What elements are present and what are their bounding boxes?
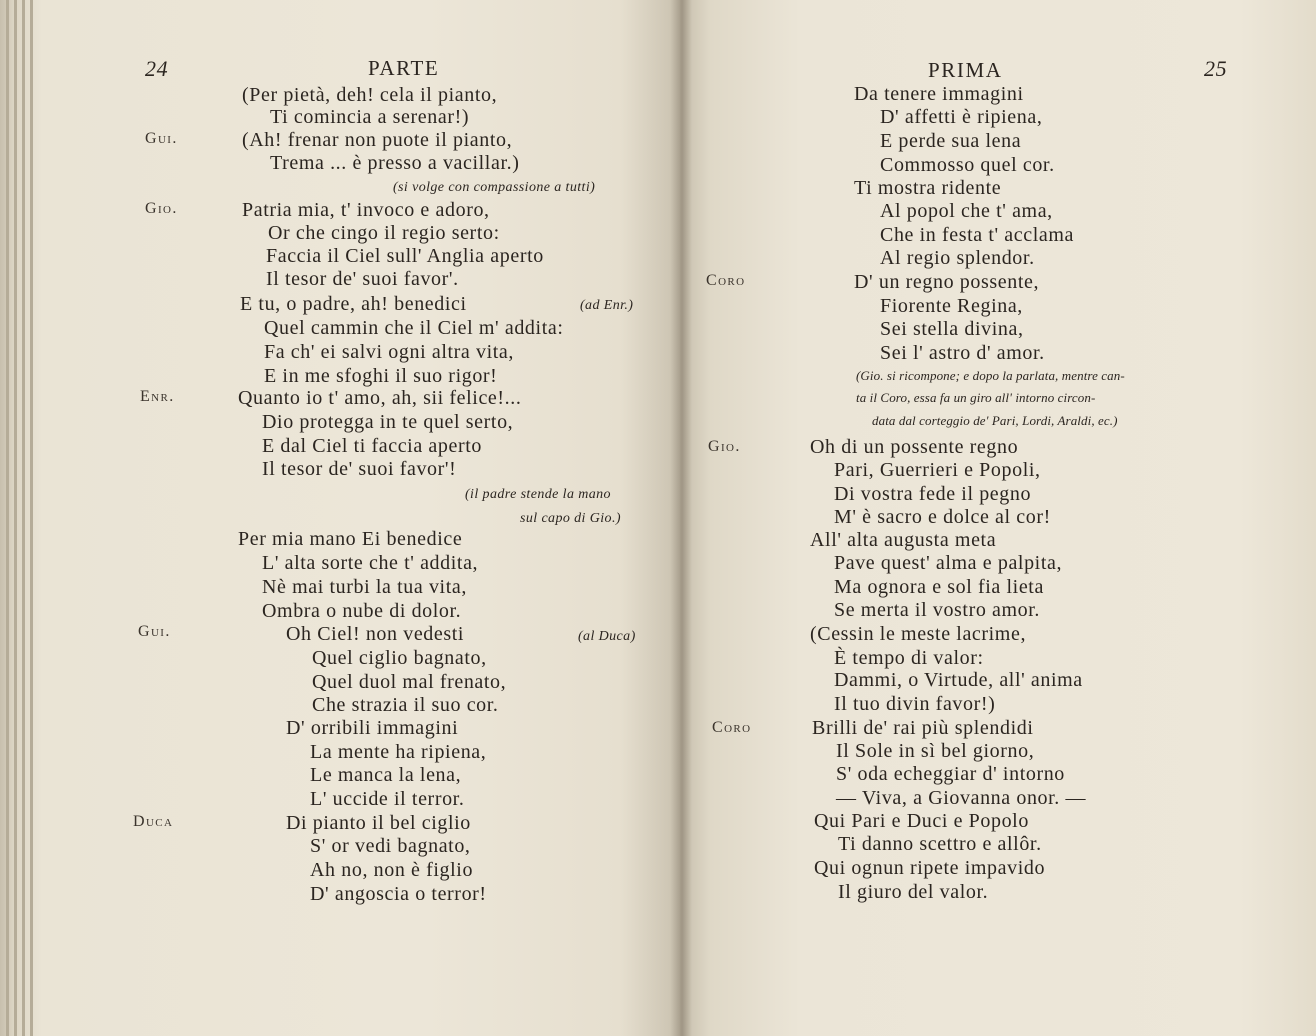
verse-line: Il tesor de' suoi favor'. — [266, 268, 459, 290]
right-page — [680, 0, 1316, 1036]
page-edge — [22, 0, 25, 1036]
verse-line: E in me sfoghi il suo rigor! — [264, 365, 498, 387]
verse-line: Faccia il Ciel sull' Anglia aperto — [266, 245, 544, 267]
verse-line: Brilli de' rai più splendidi — [812, 717, 1034, 739]
verse-line: S' or vedi bagnato, — [310, 835, 471, 857]
verse-line: Ti danno scettro e allôr. — [838, 833, 1042, 855]
verse-line: Ah no, non è figlio — [310, 859, 474, 881]
verse-line: Trema ... è presso a vacillar.) — [270, 152, 520, 174]
verse-line: Oh di un possente regno — [810, 436, 1019, 458]
verse-line: D' orribili immagini — [286, 717, 459, 739]
speaker-label: Duca — [133, 813, 174, 830]
verse-line: Da tenere immagini — [854, 83, 1024, 105]
verse-line: D' angoscia o terror! — [310, 883, 487, 905]
stage-direction: ta il Coro, essa fa un giro all' intorno circon- — [856, 390, 1096, 405]
verse-line: Il tesor de' suoi favor'! — [262, 458, 457, 480]
verse-line: Ti mostra ridente — [854, 177, 1002, 199]
verse-line: All' alta augusta meta — [810, 529, 997, 551]
verse-line: Il tuo divin favor!) — [834, 693, 996, 715]
verse-line: (Per pietà, deh! cela il pianto, — [242, 84, 498, 106]
stage-direction: (ad Enr.) — [580, 298, 634, 313]
verse-line: Che in festa t' acclama — [880, 224, 1074, 246]
speaker-label: Gio. — [145, 200, 178, 217]
verse-line: — Viva, a Giovanna onor. — — [836, 787, 1087, 809]
verse-line: Al regio splendor. — [880, 247, 1035, 269]
verse-line: L' alta sorte che t' addita, — [262, 552, 479, 574]
speaker-label: Gui. — [145, 130, 178, 147]
verse-line: Quel duol mal frenato, — [312, 671, 507, 693]
speaker-label: Enr. — [140, 388, 175, 405]
page-edge — [6, 0, 9, 1036]
page-number: 25 — [1204, 56, 1228, 81]
speaker-label: Gui. — [138, 623, 171, 640]
verse-line: Le manca la lena, — [310, 764, 462, 786]
verse-line: Ma ognora e sol fia lieta — [834, 576, 1044, 598]
verse-line: Qui ognun ripete impavido — [814, 857, 1046, 879]
verse-line: L' uccide il terror. — [310, 788, 465, 810]
verse-line: Il Sole in sì bel giorno, — [836, 740, 1035, 762]
stage-direction: (Gio. si ricompone; e dopo la parlata, mentre can- — [856, 368, 1125, 383]
verse-line: Oh Ciel! non vedesti — [286, 623, 465, 645]
verse-line: D' un regno possente, — [854, 271, 1040, 293]
verse-line: Sei stella divina, — [880, 318, 1024, 340]
stage-direction: (il padre stende la mano — [465, 487, 611, 502]
page-edge — [14, 0, 17, 1036]
verse-line: Pari, Guerrieri e Popoli, — [834, 459, 1041, 481]
verse-line: Fiorente Regina, — [880, 295, 1023, 317]
verse-line: Il giuro del valor. — [838, 881, 989, 903]
verse-line: Dammi, o Virtude, all' anima — [834, 669, 1083, 691]
verse-line: Se merta il vostro amor. — [834, 599, 1041, 621]
verse-line: S' oda echeggiar d' intorno — [836, 763, 1065, 785]
page-number: 24 — [145, 56, 169, 81]
verse-line: Dio protegga in te quel serto, — [262, 411, 514, 433]
stage-direction: (al Duca) — [578, 629, 636, 644]
verse-line: Pave quest' alma e palpita, — [834, 552, 1063, 574]
verse-line: Fa ch' ei salvi ogni altra vita, — [264, 341, 514, 363]
verse-line: Ti comincia a serenar!) — [270, 106, 470, 128]
verse-line: Commosso quel cor. — [880, 154, 1055, 176]
verse-line: Di vostra fede il pegno — [834, 483, 1032, 505]
page-edge — [30, 0, 33, 1036]
verse-line: Che strazia il suo cor. — [312, 694, 499, 716]
verse-line: (Cessin le meste lacrime, — [810, 623, 1027, 645]
verse-line: E dal Ciel ti faccia aperto — [262, 435, 482, 457]
verse-line: D' affetti è ripiena, — [880, 106, 1043, 128]
running-head: PARTE — [368, 56, 440, 80]
book-gutter — [670, 0, 692, 1036]
verse-line: Patria mia, t' invoco e adoro, — [242, 199, 490, 221]
verse-line: (Ah! frenar non puote il pianto, — [242, 129, 513, 151]
stage-direction: (si volge con compassione a tutti) — [393, 180, 596, 195]
verse-line: Or che cingo il regio serto: — [268, 222, 500, 244]
stage-direction: data dal corteggio de' Pari, Lordi, Araldi, ec.) — [872, 413, 1118, 428]
verse-line: Al popol che t' ama, — [880, 200, 1053, 222]
verse-line: Ombra o nube di dolor. — [262, 600, 462, 622]
speaker-label: Gio. — [708, 438, 741, 455]
verse-line: La mente ha ripiena, — [310, 741, 487, 763]
stage-direction: sul capo di Gio.) — [520, 511, 621, 526]
verse-line: E tu, o padre, ah! benedici — [240, 293, 467, 315]
verse-line: Per mia mano Ei benedice — [238, 528, 463, 550]
verse-line: È tempo di valor: — [834, 647, 984, 669]
verse-line: M' è sacro e dolce al cor! — [834, 506, 1051, 528]
verse-line: Qui Pari e Duci e Popolo — [814, 810, 1029, 832]
verse-line: E perde sua lena — [880, 130, 1022, 152]
speaker-label: Coro — [706, 272, 746, 289]
verse-line: Sei l' astro d' amor. — [880, 342, 1045, 364]
verse-line: Quel ciglio bagnato, — [312, 647, 487, 669]
speaker-label: Coro — [712, 719, 752, 736]
verse-line: Quanto io t' amo, ah, sii felice!... — [238, 387, 522, 409]
running-head: PRIMA — [928, 58, 1003, 82]
verse-line: Nè mai turbi la tua vita, — [262, 576, 467, 598]
verse-line: Quel cammin che il Ciel m' addita: — [264, 317, 564, 339]
verse-line: Di pianto il bel ciglio — [286, 812, 471, 834]
